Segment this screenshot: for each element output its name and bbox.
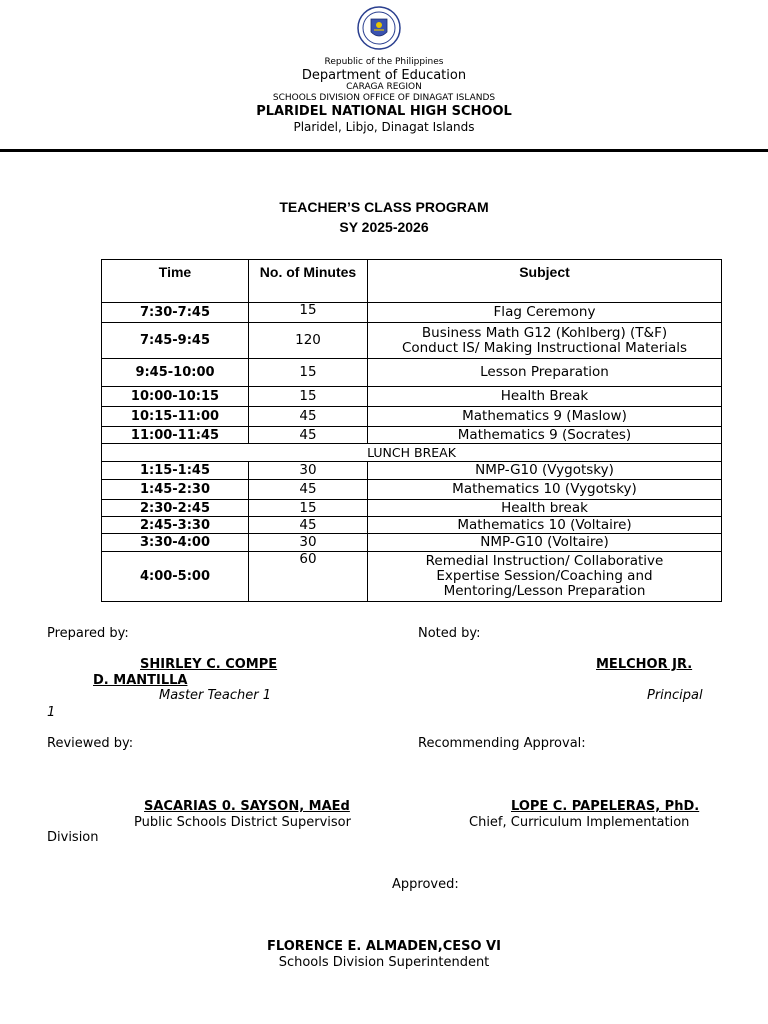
row-time: 9:45-10:00 [102,359,249,387]
row-time: 10:00-10:15 [102,387,249,407]
prepared-by-name: SHIRLEY C. COMPE [140,657,278,672]
row-subject-line: Mentoring/Lesson Preparation [443,583,646,599]
row-subject: Health Break [368,387,722,407]
header-region: CARAGA REGION [346,82,422,92]
table-header-row [102,260,722,303]
table-row [102,407,722,427]
row-minutes: 45 [249,407,368,427]
row-subject: Lesson Preparation [368,359,722,387]
row-minutes: 45 [249,480,368,500]
recommending-position: Chief, Curriculum Implementation [469,815,690,830]
row-subject: Health break [368,500,722,517]
row-minutes: 15 [249,303,368,323]
approved-by-name: FLORENCE E. ALMADEN,CESO VI [267,939,501,954]
row-subject [368,323,722,359]
row-minutes: 45 [249,517,368,534]
header-time: Time [102,260,249,303]
row-minutes: 60 [249,552,368,602]
row-subject-line: Business Math G12 (Kohlberg) (T&F) [421,324,668,341]
document-title: TEACHER’S CLASS PROGRAM [279,199,489,215]
row-time: 3:30-4:00 [102,534,249,552]
header-divider [0,149,768,152]
row-subject-line: Conduct IS/ Making Instructional Materials [401,339,688,356]
row-time: 4:00-5:00 [102,552,249,602]
table-row [102,387,722,407]
deped-seal-icon [357,6,401,50]
header-minutes: No. of Minutes [249,260,368,303]
header-republic: Republic of the Philippines [324,57,444,67]
noted-by-name: MELCHOR JR. [596,657,693,672]
row-subject: Mathematics 10 (Voltaire) [368,517,722,534]
header-school-address: Plaridel, Libjo, Dinagat Islands [293,120,475,134]
header-school-name: PLARIDEL NATIONAL HIGH SCHOOL [256,104,512,119]
table-row [102,480,722,500]
row-subject: Mathematics 9 (Socrates) [368,427,722,444]
table-row [102,534,722,552]
row-subject [368,552,722,602]
row-time: 11:00-11:45 [102,427,249,444]
row-time: 10:15-11:00 [102,407,249,427]
row-minutes: 120 [249,323,368,359]
row-time: 2:45-3:30 [102,517,249,534]
reviewed-by-label: Reviewed by: [47,736,134,751]
row-subject-line: Expertise Session/Coaching and [436,568,653,584]
approved-label: Approved: [392,877,459,892]
row-subject-line: Remedial Instruction/ Collaborative [425,553,664,569]
row-subject: NMP-G10 (Vygotsky) [368,462,722,480]
row-minutes: 15 [249,500,368,517]
header-division-office: SCHOOLS DIVISION OFFICE OF DINAGAT ISLANDS [272,93,496,103]
recommending-position-line2: Division [47,830,99,845]
row-subject: NMP-G10 (Voltaire) [368,534,722,552]
row-minutes: 15 [249,387,368,407]
prepared-by-name-line2: D. MANTILLA [93,673,188,688]
table-row [102,427,722,444]
lunch-break-label: LUNCH BREAK [102,444,722,462]
row-minutes: 45 [249,427,368,444]
table-row [102,359,722,387]
row-time: 1:15-1:45 [102,462,249,480]
prepared-by-label: Prepared by: [47,626,129,641]
table-row [102,517,722,534]
header-department: Department of Education [301,68,467,83]
approved-by-position: Schools Division Superintendent [278,955,490,970]
row-time: 2:30-2:45 [102,500,249,517]
prepared-by-position: Master Teacher 1 [159,688,271,703]
row-time: 7:45-9:45 [102,323,249,359]
row-subject: Mathematics 10 (Vygotsky) [368,480,722,500]
header-subject: Subject [368,260,722,303]
table-row [102,303,722,323]
reviewed-by-position: Public Schools District Supervisor [134,815,351,830]
document-school-year: SY 2025-2026 [339,219,429,235]
table-row [102,552,722,602]
table-row [102,323,722,359]
recommending-approval-label: Recommending Approval: [418,736,586,751]
row-time: 7:30-7:45 [102,303,249,323]
recommending-name: LOPE C. PAPELERAS, PhD. [511,799,700,814]
noted-by-position: Principal [647,688,703,703]
row-time: 1:45-2:30 [102,480,249,500]
reviewed-by-name: SACARIAS 0. SAYSON, MAEd [144,799,350,814]
row-subject: Mathematics 9 (Maslow) [368,407,722,427]
table-row [102,462,722,480]
lunch-break-row [102,444,722,462]
noted-by-label: Noted by: [418,626,481,641]
class-program-table [101,259,722,602]
row-subject: Flag Ceremony [368,303,722,323]
prepared-by-position-suffix: 1 [47,705,56,720]
row-minutes: 30 [249,534,368,552]
row-minutes: 15 [249,359,368,387]
row-minutes: 30 [249,462,368,480]
table-row [102,500,722,517]
